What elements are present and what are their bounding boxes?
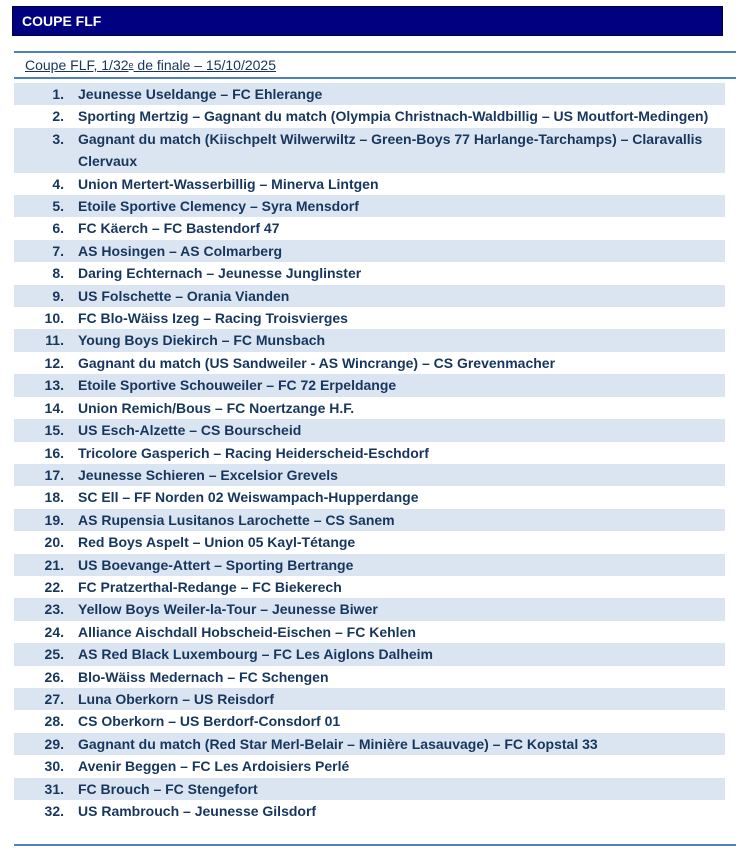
match-number: 16. xyxy=(44,444,64,461)
match-row xyxy=(14,531,725,553)
match-text: AS Hosingen – AS Colmarberg xyxy=(78,242,283,259)
match-number: 3. xyxy=(52,130,64,147)
match-row xyxy=(14,755,725,777)
match-number: 10. xyxy=(44,310,64,327)
match-text: FC Brouch – FC Stengefort xyxy=(78,780,258,797)
match-text: Etoile Sportive Schouweiler – FC 72 Erpeldange xyxy=(78,377,397,394)
match-text: Blo-Wäiss Medernach – FC Schengen xyxy=(78,668,329,685)
match-number: 7. xyxy=(52,242,64,259)
match-row xyxy=(14,307,725,329)
match-text: Gagnant du match (Kiischpelt Wilwerwiltz – Green-Boys 77 Harlange-Tarchamps) – Claravallis Clervaux xyxy=(78,130,703,170)
match-text: US Esch-Alzette – CS Bourscheid xyxy=(78,422,302,439)
match-number: 12. xyxy=(44,354,64,371)
divider-top xyxy=(14,51,736,53)
section-title-prefix: Coupe FLF, 1/32 xyxy=(25,57,129,73)
match-row xyxy=(14,554,725,576)
match-row xyxy=(14,285,725,307)
match-number: 4. xyxy=(52,175,64,192)
match-text: Gagnant du match (US Sandweiler - AS Wincrange) – CS Grevenmacher xyxy=(78,354,556,371)
match-text: AS Rupensia Lusitanos Larochette – CS Sanem xyxy=(78,511,395,528)
match-text: FC Blo-Wäiss Izeg – Racing Troisvierges xyxy=(78,310,348,327)
match-number: 2. xyxy=(52,108,64,125)
match-text: FC Käerch – FC Bastendorf 47 xyxy=(78,220,280,237)
match-text: SC Ell – FF Norden 02 Weiswampach-Hupperdange xyxy=(78,489,419,506)
match-number: 25. xyxy=(44,646,64,663)
match-text: Jeunesse Schieren – Excelsior Grevels xyxy=(78,466,338,483)
divider-bottom xyxy=(14,844,736,846)
match-row xyxy=(14,576,725,598)
match-row xyxy=(14,419,725,441)
match-number: 5. xyxy=(52,198,64,215)
match-number: 32. xyxy=(44,803,64,819)
match-row xyxy=(14,509,725,531)
match-number: 13. xyxy=(44,377,64,394)
match-number: 27. xyxy=(44,690,64,707)
match-text: US Rambrouch – Jeunesse Gilsdorf xyxy=(78,803,317,819)
header-bar xyxy=(12,6,723,36)
match-list xyxy=(14,83,725,822)
match-row xyxy=(14,105,725,127)
match-text: Young Boys Diekirch – FC Munsbach xyxy=(78,332,326,349)
match-row xyxy=(14,128,725,173)
match-text: Yellow Boys Weiler-la-Tour – Jeunesse Biwer xyxy=(78,601,378,618)
match-row xyxy=(14,397,725,419)
match-number: 22. xyxy=(44,578,64,595)
match-text: US Folschette – Orania Vianden xyxy=(78,287,290,304)
match-number: 8. xyxy=(52,265,64,282)
match-number: 14. xyxy=(44,399,64,416)
section-title-suffix: de finale – 15/10/2025 xyxy=(133,57,276,73)
match-text: AS Red Black Luxembourg – FC Les Aiglons Dalheim xyxy=(78,646,433,663)
match-row xyxy=(14,374,725,396)
match-text: Luna Oberkorn – US Reisdorf xyxy=(78,690,275,707)
match-text: Gagnant du match (Red Star Merl-Belair – Minière Lasauvage) – FC Kopstal 33 xyxy=(78,735,598,752)
match-number: 9. xyxy=(52,287,64,304)
match-row xyxy=(14,733,725,755)
match-row xyxy=(14,262,725,284)
match-row xyxy=(14,352,725,374)
match-number: 24. xyxy=(44,623,64,640)
match-text: Alliance Aischdall Hobscheid-Eischen – FC Kehlen xyxy=(78,623,416,640)
match-text: Avenir Beggen – FC Les Ardoisiers Perlé xyxy=(78,758,350,775)
match-row xyxy=(14,778,725,800)
match-number: 30. xyxy=(44,758,64,775)
match-number: 29. xyxy=(44,735,64,752)
section-title: Coupe FLF, 1/32 e de finale – 15/10/2025 xyxy=(25,57,276,73)
match-row xyxy=(14,710,725,732)
match-number: 6. xyxy=(52,220,64,237)
match-row xyxy=(14,621,725,643)
match-text: Union Mertert-Wasserbillig – Minerva Lintgen xyxy=(78,175,379,192)
match-text: FC Pratzerthal-Redange – FC Biekerech xyxy=(78,578,342,595)
divider-under-title xyxy=(14,77,736,79)
match-number: 31. xyxy=(44,780,64,797)
match-number: 17. xyxy=(44,466,64,483)
match-number: 19. xyxy=(44,511,64,528)
match-row xyxy=(14,442,725,464)
match-row xyxy=(14,464,725,486)
match-text: Red Boys Aspelt – Union 05 Kayl-Tétange xyxy=(78,534,356,551)
match-row xyxy=(14,173,725,195)
match-row xyxy=(14,486,725,508)
match-number: 21. xyxy=(44,556,64,573)
match-number: 26. xyxy=(44,668,64,685)
header-title: COUPE FLF xyxy=(22,13,102,29)
match-row xyxy=(14,800,725,822)
match-text: Tricolore Gasperich – Racing Heiderscheid-Eschdorf xyxy=(78,444,429,461)
match-row xyxy=(14,329,725,351)
match-number: 28. xyxy=(44,713,64,730)
match-number: 15. xyxy=(44,422,64,439)
match-row xyxy=(14,666,725,688)
match-text: Sporting Mertzig – Gagnant du match (Olympia Christnach-Waldbillig – US Moutfort-Medingen) xyxy=(78,108,709,125)
match-text: CS Oberkorn – US Berdorf-Consdorf 01 xyxy=(78,713,341,730)
match-text: Etoile Sportive Clemency – Syra Mensdorf xyxy=(78,198,359,215)
match-row xyxy=(14,643,725,665)
match-row xyxy=(14,240,725,262)
match-row xyxy=(14,83,725,105)
match-row xyxy=(14,217,725,239)
match-text: Union Remich/Bous – FC Noertzange H.F. xyxy=(78,399,355,416)
match-number: 11. xyxy=(45,332,64,349)
match-text: Jeunesse Useldange – FC Ehlerange xyxy=(78,86,323,102)
match-number: 1. xyxy=(52,86,64,102)
match-text: Daring Echternach – Jeunesse Junglinster xyxy=(78,265,362,282)
match-text: US Boevange-Attert – Sporting Bertrange xyxy=(78,556,354,573)
match-number: 23. xyxy=(44,601,64,618)
match-number: 18. xyxy=(44,489,64,506)
match-row xyxy=(14,688,725,710)
match-row xyxy=(14,195,725,217)
match-row xyxy=(14,598,725,620)
match-number: 20. xyxy=(44,534,64,551)
